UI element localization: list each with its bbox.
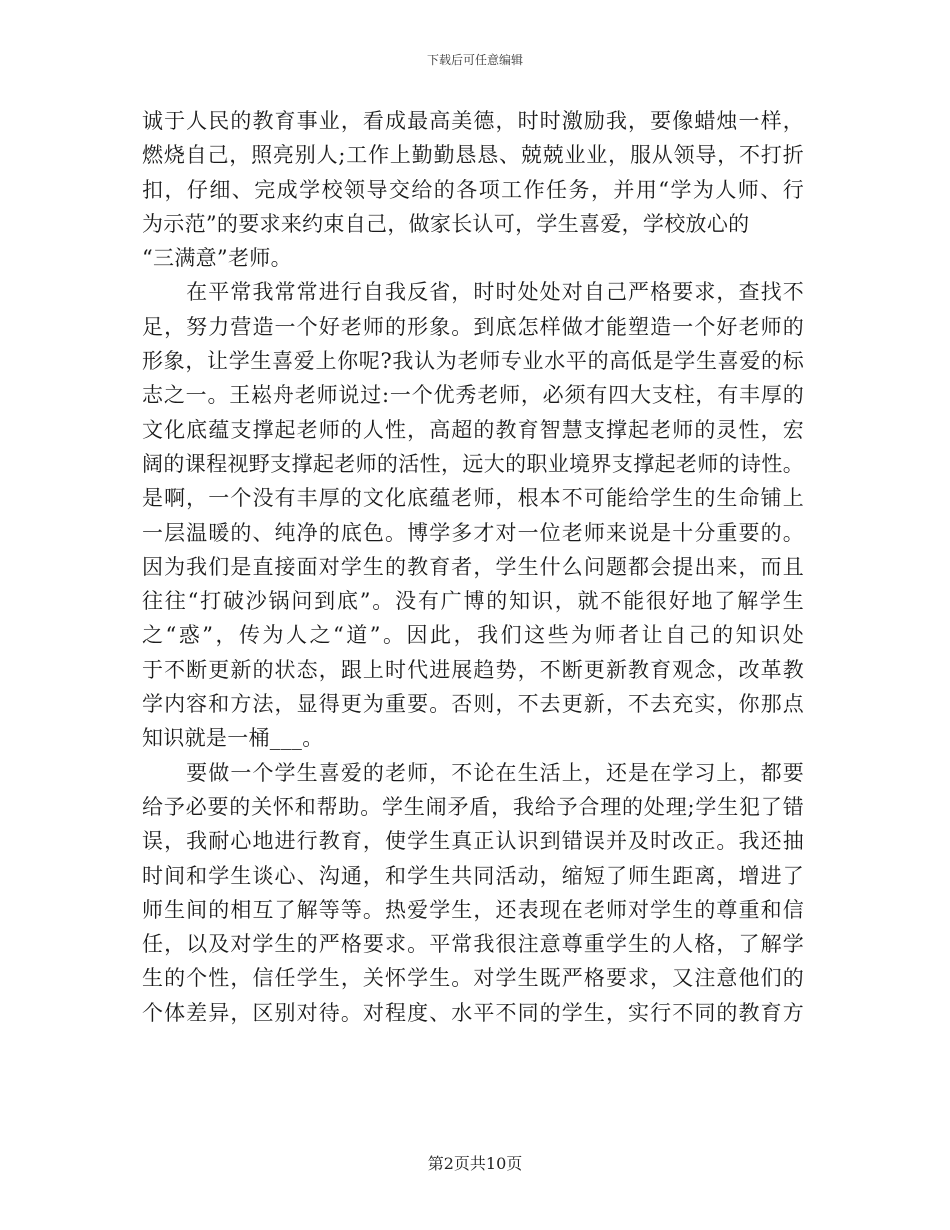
text-line: 足，努力营造一个好老师的形象。到底怎样做才能塑造一个好老师的 bbox=[142, 314, 804, 339]
text-line: 时间和学生谈心、沟通，和学生共同活动，缩短了师生距离，增进了 bbox=[142, 863, 804, 888]
paragraph-2 bbox=[142, 275, 804, 755]
text-line: 要做一个学生喜爱的老师，不论在生活上，还是在学习上，都要 bbox=[142, 760, 804, 785]
text-line: 在平常我常常进行自我反省，时时处处对自己严格要求，查找不 bbox=[142, 280, 804, 305]
text-line: 志之一。王崧舟老师说过:一个优秀老师，必须有四大支柱，有丰厚的 bbox=[142, 383, 804, 408]
text-line: 任，以及对学生的严格要求。平常我很注意尊重学生的人格，了解学 bbox=[142, 932, 804, 957]
text-line: “三满意”老师。 bbox=[142, 246, 292, 271]
text-line: 燃烧自己，照亮别人;工作上勤勤恳恳、兢兢业业，服从领导，不打折 bbox=[142, 143, 804, 168]
page-header bbox=[0, 52, 950, 68]
text-line: 知识就是一桶___。 bbox=[142, 726, 324, 751]
text-line: 为示范”的要求来约束自己，做家长认可，学生喜爱，学校放心的 bbox=[142, 211, 750, 236]
text-line: 扣，仔细、完成学校领导交给的各项工作任务，并用“学为人师、行 bbox=[142, 177, 804, 202]
text-line: 之“惑”，传为人之“道”。因此，我们这些为师者让自己的知识处 bbox=[142, 623, 804, 648]
text-line: 阔的课程视野支撑起老师的活性，远大的职业境界支撑起老师的诗性。 bbox=[142, 451, 804, 476]
page-number: 第2页共10页 bbox=[427, 1154, 523, 1173]
document-body bbox=[142, 104, 804, 1030]
paragraph-3 bbox=[142, 756, 804, 1030]
text-line: 一层温暖的、纯净的底色。博学多才对一位老师来说是十分重要的。 bbox=[142, 520, 804, 545]
header-note: 下载后可任意编辑 bbox=[426, 53, 523, 67]
page-footer bbox=[0, 1154, 950, 1174]
paragraph-1 bbox=[142, 104, 804, 275]
text-line: 个体差异，区别对待。对程度、水平不同的学生，实行不同的教育方 bbox=[142, 1000, 804, 1025]
text-line: 诚于人民的教育事业，看成最高美德，时时激励我，要像蜡烛一样， bbox=[142, 109, 804, 133]
text-line: 往往“打破沙锅问到底”。没有广博的知识，就不能很好地了解学生 bbox=[142, 589, 804, 614]
text-line: 给予必要的关怀和帮助。学生闹矛盾，我给予合理的处理;学生犯了错 bbox=[142, 794, 804, 819]
text-line: 形象，让学生喜爱上你呢?我认为老师专业水平的高低是学生喜爱的标 bbox=[142, 349, 804, 374]
text-line: 于不断更新的状态，跟上时代进展趋势，不断更新教育观念，改革教 bbox=[142, 657, 804, 682]
text-line: 是啊，一个没有丰厚的文化底蕴老师，根本不可能给学生的生命铺上 bbox=[142, 486, 804, 511]
text-line: 文化底蕴支撑起老师的人性，高超的教育智慧支撑起老师的灵性，宏 bbox=[142, 417, 804, 442]
text-line: 学内容和方法，显得更为重要。否则，不去更新，不去充实，你那点 bbox=[142, 692, 804, 717]
text-line: 因为我们是直接面对学生的教育者，学生什么问题都会提出来，而且 bbox=[142, 554, 804, 579]
text-line: 生的个性，信任学生，关怀学生。对学生既严格要求，又注意他们的 bbox=[142, 966, 804, 991]
text-line: 误，我耐心地进行教育，使学生真正认识到错误并及时改正。我还抽 bbox=[142, 829, 804, 854]
text-line: 师生间的相互了解等等。热爱学生，还表现在老师对学生的尊重和信 bbox=[142, 897, 804, 922]
